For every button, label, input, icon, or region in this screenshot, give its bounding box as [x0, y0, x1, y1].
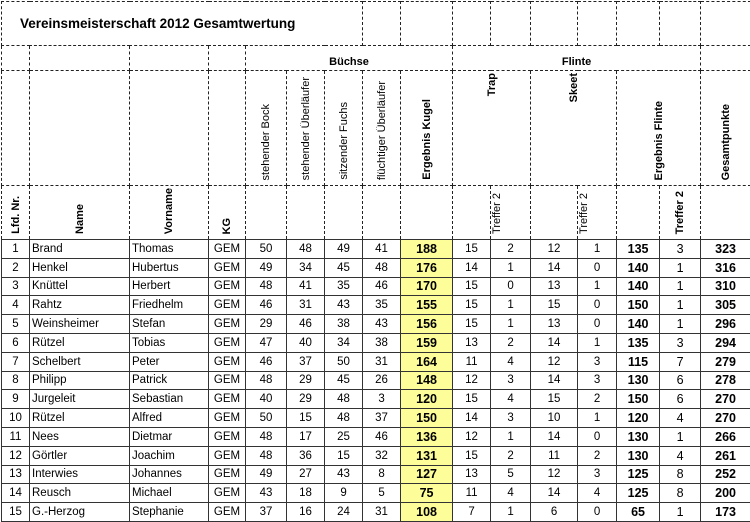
cell-stehender-bock: 48 — [246, 427, 287, 446]
cell-vorname: Patrick — [130, 371, 209, 390]
cell-trap: 15 — [453, 446, 491, 465]
cell-ergebnis-flinte: 135 — [617, 240, 660, 259]
cell-stehender-ueberlaeufer: 29 — [287, 390, 325, 409]
cell-stehender-ueberlaeufer: 40 — [287, 333, 325, 352]
cell-skeet: 12 — [531, 240, 578, 259]
cell-stehender-bock: 46 — [246, 352, 287, 371]
cell-ergebnis-flinte: 135 — [617, 333, 660, 352]
cell-flinte-treffer: 8 — [660, 484, 701, 503]
cell-vorname: Sebastian — [130, 390, 209, 409]
cell-gesamtpunkte: 266 — [701, 427, 750, 446]
cell-flinte-treffer: 4 — [660, 409, 701, 428]
cell-trap-treffer: 1 — [491, 503, 531, 522]
table-row — [2, 240, 750, 259]
cell-fluechtiger-ueberlaeufer: 48 — [363, 258, 401, 277]
cell-ergebnis-flinte: 120 — [617, 409, 660, 428]
cell-name: Henkel — [30, 258, 130, 277]
cell-flinte-treffer: 1 — [660, 315, 701, 334]
cell-vorname: Dietmar — [130, 427, 209, 446]
cell-sitzender-fuchs: 49 — [325, 240, 363, 259]
cell-name: Rützel — [30, 333, 130, 352]
cell-gesamtpunkte: 252 — [701, 465, 750, 484]
cell-kg: GEM — [209, 446, 246, 465]
table-row — [2, 296, 750, 315]
cell-ergebnis-kugel: 156 — [401, 315, 453, 334]
cell-fluechtiger-ueberlaeufer: 37 — [363, 409, 401, 428]
cell-ergebnis-flinte: 115 — [617, 352, 660, 371]
cell-ergebnis-kugel: 176 — [401, 258, 453, 277]
cell-skeet: 12 — [531, 352, 578, 371]
cell-vorname: Tobias — [130, 333, 209, 352]
cell-ergebnis-kugel: 75 — [401, 484, 453, 503]
cell-ergebnis-flinte: 140 — [617, 258, 660, 277]
cell-ergebnis-kugel: 148 — [401, 371, 453, 390]
cell-skeet-treffer: 2 — [578, 446, 617, 465]
cell-trap: 11 — [453, 352, 491, 371]
cell-name: G.-Herzog — [30, 503, 130, 522]
cell-trap: 15 — [453, 240, 491, 259]
cell-name: Interwies — [30, 465, 130, 484]
cell-skeet: 14 — [531, 484, 578, 503]
cell-lfd-nr: 15 — [2, 503, 30, 522]
cell-ergebnis-kugel: 164 — [401, 352, 453, 371]
cell-sitzender-fuchs: 48 — [325, 390, 363, 409]
cell-fluechtiger-ueberlaeufer: 41 — [363, 240, 401, 259]
cell-fluechtiger-ueberlaeufer: 31 — [363, 352, 401, 371]
cell-fluechtiger-ueberlaeufer: 31 — [363, 503, 401, 522]
cell-sitzender-fuchs: 35 — [325, 277, 363, 296]
cell-vorname: Herbert — [130, 277, 209, 296]
table-row — [2, 352, 750, 371]
cell-name: Rahtz — [30, 296, 130, 315]
results-table — [1, 1, 750, 522]
cell-stehender-bock: 47 — [246, 333, 287, 352]
cell-name: Schelbert — [30, 352, 130, 371]
cell-vorname: Thomas — [130, 240, 209, 259]
cell-name: Nees — [30, 427, 130, 446]
cell-sitzender-fuchs: 24 — [325, 503, 363, 522]
cell-ergebnis-flinte: 125 — [617, 484, 660, 503]
cell-skeet: 14 — [531, 333, 578, 352]
cell-kg: GEM — [209, 258, 246, 277]
cell-stehender-bock: 48 — [246, 446, 287, 465]
cell-vorname: Hubertus — [130, 258, 209, 277]
cell-lfd-nr: 2 — [2, 258, 30, 277]
header-kg: KG — [221, 217, 233, 234]
cell-gesamtpunkte: 278 — [701, 371, 750, 390]
cell-skeet: 6 — [531, 503, 578, 522]
cell-vorname: Alfred — [130, 409, 209, 428]
cell-fluechtiger-ueberlaeufer: 5 — [363, 484, 401, 503]
table-row — [2, 409, 750, 428]
header-trap: Trap — [485, 73, 498, 97]
cell-ergebnis-flinte: 150 — [617, 390, 660, 409]
cell-trap-treffer: 3 — [491, 409, 531, 428]
cell-skeet-treffer: 3 — [578, 371, 617, 390]
cell-stehender-bock: 37 — [246, 503, 287, 522]
cell-trap: 15 — [453, 296, 491, 315]
cell-name: Rützel — [30, 409, 130, 428]
cell-trap: 15 — [453, 315, 491, 334]
header-skeet-treffer: Treffer 2 — [578, 193, 591, 234]
cell-vorname: Michael — [130, 484, 209, 503]
cell-lfd-nr: 11 — [2, 427, 30, 446]
cell-stehender-bock: 49 — [246, 465, 287, 484]
cell-flinte-treffer: 3 — [660, 240, 701, 259]
cell-fluechtiger-ueberlaeufer: 3 — [363, 390, 401, 409]
cell-lfd-nr: 4 — [2, 296, 30, 315]
cell-trap-treffer: 1 — [491, 258, 531, 277]
cell-sitzender-fuchs: 43 — [325, 296, 363, 315]
cell-ergebnis-kugel: 108 — [401, 503, 453, 522]
table-header — [2, 2, 750, 240]
cell-trap-treffer: 2 — [491, 240, 531, 259]
cell-trap: 12 — [453, 371, 491, 390]
cell-flinte-treffer: 6 — [660, 371, 701, 390]
cell-flinte-treffer: 7 — [660, 352, 701, 371]
cell-stehender-bock: 48 — [246, 371, 287, 390]
cell-skeet: 13 — [531, 315, 578, 334]
header-sitzender-fuchs: sitzender Fuchs — [337, 102, 350, 180]
cell-sitzender-fuchs: 45 — [325, 258, 363, 277]
cell-stehender-ueberlaeufer: 17 — [287, 427, 325, 446]
cell-skeet-treffer: 2 — [578, 390, 617, 409]
cell-fluechtiger-ueberlaeufer: 32 — [363, 446, 401, 465]
cell-gesamtpunkte: 173 — [701, 503, 750, 522]
cell-lfd-nr: 3 — [2, 277, 30, 296]
cell-fluechtiger-ueberlaeufer: 8 — [363, 465, 401, 484]
cell-ergebnis-flinte: 65 — [617, 503, 660, 522]
cell-lfd-nr: 12 — [2, 446, 30, 465]
cell-lfd-nr: 5 — [2, 315, 30, 334]
page-title: Vereinsmeisterschaft 2012 Gesamtwertung — [2, 2, 363, 46]
cell-ergebnis-kugel: 131 — [401, 446, 453, 465]
header-stehender-bock: stehender Bock — [260, 103, 272, 180]
cell-stehender-bock: 29 — [246, 315, 287, 334]
cell-ergebnis-kugel: 170 — [401, 277, 453, 296]
cell-kg: GEM — [209, 390, 246, 409]
cell-stehender-ueberlaeufer: 27 — [287, 465, 325, 484]
cell-gesamtpunkte: 296 — [701, 315, 750, 334]
table-row — [2, 390, 750, 409]
cell-sitzender-fuchs: 34 — [325, 333, 363, 352]
cell-stehender-ueberlaeufer: 18 — [287, 484, 325, 503]
cell-kg: GEM — [209, 503, 246, 522]
cell-trap-treffer: 2 — [491, 446, 531, 465]
header-ergebnis-kugel: Ergebnis Kugel — [420, 99, 433, 180]
cell-stehender-ueberlaeufer: 36 — [287, 446, 325, 465]
cell-skeet-treffer: 0 — [578, 503, 617, 522]
header-lfd-nr: Lfd. Nr. — [9, 196, 22, 234]
cell-trap: 13 — [453, 465, 491, 484]
cell-ergebnis-kugel: 120 — [401, 390, 453, 409]
table-row — [2, 333, 750, 352]
cell-vorname: Stephanie — [130, 503, 209, 522]
header-skeet: Skeet — [567, 73, 580, 103]
cell-skeet-treffer: 0 — [578, 427, 617, 446]
cell-ergebnis-kugel: 155 — [401, 296, 453, 315]
cell-flinte-treffer: 1 — [660, 277, 701, 296]
cell-name: Brand — [30, 240, 130, 259]
cell-gesamtpunkte: 270 — [701, 390, 750, 409]
cell-stehender-ueberlaeufer: 15 — [287, 409, 325, 428]
cell-trap-treffer: 3 — [491, 371, 531, 390]
cell-trap-treffer: 1 — [491, 315, 531, 334]
cell-sitzender-fuchs: 25 — [325, 427, 363, 446]
table-row — [2, 465, 750, 484]
table-body — [2, 240, 750, 522]
cell-fluechtiger-ueberlaeufer: 46 — [363, 427, 401, 446]
group-buechse: Büchse — [246, 46, 453, 71]
cell-skeet: 14 — [531, 371, 578, 390]
cell-trap: 15 — [453, 390, 491, 409]
cell-ergebnis-kugel: 159 — [401, 333, 453, 352]
cell-ergebnis-kugel: 150 — [401, 409, 453, 428]
cell-flinte-treffer: 3 — [660, 333, 701, 352]
cell-ergebnis-flinte: 125 — [617, 465, 660, 484]
cell-vorname: Joachim — [130, 446, 209, 465]
cell-lfd-nr: 9 — [2, 390, 30, 409]
cell-kg: GEM — [209, 296, 246, 315]
cell-stehender-bock: 49 — [246, 258, 287, 277]
cell-kg: GEM — [209, 240, 246, 259]
cell-fluechtiger-ueberlaeufer: 35 — [363, 296, 401, 315]
cell-flinte-treffer: 1 — [660, 258, 701, 277]
cell-stehender-ueberlaeufer: 48 — [287, 240, 325, 259]
cell-name: Reusch — [30, 484, 130, 503]
cell-vorname: Stefan — [130, 315, 209, 334]
cell-skeet-treffer: 3 — [578, 465, 617, 484]
cell-skeet: 14 — [531, 258, 578, 277]
cell-sitzender-fuchs: 15 — [325, 446, 363, 465]
cell-lfd-nr: 1 — [2, 240, 30, 259]
cell-kg: GEM — [209, 277, 246, 296]
cell-ergebnis-flinte: 130 — [617, 427, 660, 446]
header-fluechtiger-ueberlaeufer: flüchtiger Überläufer — [375, 80, 388, 180]
header-name: Name — [73, 204, 86, 234]
table-row — [2, 315, 750, 334]
cell-gesamtpunkte: 279 — [701, 352, 750, 371]
cell-skeet-treffer: 1 — [578, 409, 617, 428]
cell-stehender-bock: 40 — [246, 390, 287, 409]
cell-name: Weinsheimer — [30, 315, 130, 334]
cell-stehender-bock: 43 — [246, 484, 287, 503]
cell-gesamtpunkte: 310 — [701, 277, 750, 296]
table-row — [2, 371, 750, 390]
cell-trap: 14 — [453, 409, 491, 428]
cell-gesamtpunkte: 261 — [701, 446, 750, 465]
cell-skeet-treffer: 4 — [578, 484, 617, 503]
cell-trap: 7 — [453, 503, 491, 522]
cell-kg: GEM — [209, 409, 246, 428]
cell-name: Görtler — [30, 446, 130, 465]
cell-name: Philipp — [30, 371, 130, 390]
cell-skeet: 13 — [531, 277, 578, 296]
cell-kg: GEM — [209, 352, 246, 371]
cell-flinte-treffer: 1 — [660, 427, 701, 446]
cell-trap-treffer: 4 — [491, 484, 531, 503]
cell-ergebnis-flinte: 140 — [617, 315, 660, 334]
cell-kg: GEM — [209, 427, 246, 446]
cell-sitzender-fuchs: 48 — [325, 409, 363, 428]
cell-trap-treffer: 2 — [491, 333, 531, 352]
cell-gesamtpunkte: 270 — [701, 409, 750, 428]
cell-ergebnis-kugel: 136 — [401, 427, 453, 446]
header-vorname: Vorname — [163, 187, 175, 234]
cell-sitzender-fuchs: 43 — [325, 465, 363, 484]
cell-sitzender-fuchs: 38 — [325, 315, 363, 334]
header-flinte-treffer: Treffer 2 — [674, 190, 687, 234]
cell-trap-treffer: 0 — [491, 277, 531, 296]
table-row — [2, 503, 750, 522]
cell-trap-treffer: 1 — [491, 296, 531, 315]
table-row — [2, 277, 750, 296]
cell-flinte-treffer: 1 — [660, 296, 701, 315]
cell-skeet-treffer: 1 — [578, 240, 617, 259]
cell-lfd-nr: 7 — [2, 352, 30, 371]
cell-skeet-treffer: 1 — [578, 277, 617, 296]
cell-gesamtpunkte: 200 — [701, 484, 750, 503]
cell-trap-treffer: 5 — [491, 465, 531, 484]
cell-stehender-bock: 46 — [246, 296, 287, 315]
cell-skeet-treffer: 0 — [578, 315, 617, 334]
header-trap-treffer: Treffer 2 — [491, 193, 504, 234]
cell-skeet: 11 — [531, 446, 578, 465]
table-row — [2, 427, 750, 446]
table-row — [2, 484, 750, 503]
cell-stehender-bock: 50 — [246, 240, 287, 259]
cell-flinte-treffer: 1 — [660, 503, 701, 522]
cell-gesamtpunkte: 294 — [701, 333, 750, 352]
cell-sitzender-fuchs: 45 — [325, 371, 363, 390]
cell-trap: 14 — [453, 258, 491, 277]
cell-stehender-ueberlaeufer: 16 — [287, 503, 325, 522]
cell-trap: 13 — [453, 333, 491, 352]
cell-skeet: 15 — [531, 296, 578, 315]
cell-skeet-treffer: 0 — [578, 258, 617, 277]
cell-ergebnis-flinte: 140 — [617, 277, 660, 296]
header-ergebnis-flinte: Ergebnis Flinte — [652, 100, 665, 180]
cell-sitzender-fuchs: 50 — [325, 352, 363, 371]
table-row — [2, 258, 750, 277]
table-row — [2, 446, 750, 465]
cell-flinte-treffer: 6 — [660, 390, 701, 409]
cell-fluechtiger-ueberlaeufer: 46 — [363, 277, 401, 296]
cell-stehender-ueberlaeufer: 29 — [287, 371, 325, 390]
header-gesamtpunkte: Gesamtpunkte — [719, 103, 732, 180]
cell-stehender-ueberlaeufer: 46 — [287, 315, 325, 334]
header-stehender-ueberlaeufer: stehender Überläufer — [299, 76, 312, 180]
cell-ergebnis-flinte: 150 — [617, 296, 660, 315]
cell-ergebnis-kugel: 188 — [401, 240, 453, 259]
cell-kg: GEM — [209, 484, 246, 503]
cell-vorname: Johannes — [130, 465, 209, 484]
cell-ergebnis-flinte: 130 — [617, 446, 660, 465]
cell-kg: GEM — [209, 371, 246, 390]
cell-trap-treffer: 1 — [491, 427, 531, 446]
cell-stehender-ueberlaeufer: 41 — [287, 277, 325, 296]
cell-gesamtpunkte: 323 — [701, 240, 750, 259]
cell-kg: GEM — [209, 315, 246, 334]
cell-lfd-nr: 6 — [2, 333, 30, 352]
cell-fluechtiger-ueberlaeufer: 38 — [363, 333, 401, 352]
cell-gesamtpunkte: 305 — [701, 296, 750, 315]
cell-ergebnis-kugel: 127 — [401, 465, 453, 484]
cell-ergebnis-flinte: 130 — [617, 371, 660, 390]
cell-skeet-treffer: 3 — [578, 352, 617, 371]
cell-trap: 12 — [453, 427, 491, 446]
cell-stehender-ueberlaeufer: 37 — [287, 352, 325, 371]
cell-trap-treffer: 4 — [491, 352, 531, 371]
cell-flinte-treffer: 4 — [660, 446, 701, 465]
cell-flinte-treffer: 8 — [660, 465, 701, 484]
cell-fluechtiger-ueberlaeufer: 43 — [363, 315, 401, 334]
cell-stehender-ueberlaeufer: 34 — [287, 258, 325, 277]
cell-fluechtiger-ueberlaeufer: 26 — [363, 371, 401, 390]
cell-stehender-bock: 48 — [246, 277, 287, 296]
cell-skeet-treffer: 0 — [578, 296, 617, 315]
group-flinte: Flinte — [453, 46, 701, 71]
cell-gesamtpunkte: 316 — [701, 258, 750, 277]
cell-vorname: Friedhelm — [130, 296, 209, 315]
cell-skeet: 14 — [531, 427, 578, 446]
cell-lfd-nr: 8 — [2, 371, 30, 390]
cell-lfd-nr: 13 — [2, 465, 30, 484]
cell-skeet: 12 — [531, 465, 578, 484]
cell-trap: 15 — [453, 277, 491, 296]
cell-sitzender-fuchs: 9 — [325, 484, 363, 503]
cell-trap-treffer: 4 — [491, 390, 531, 409]
cell-kg: GEM — [209, 465, 246, 484]
cell-lfd-nr: 14 — [2, 484, 30, 503]
cell-kg: GEM — [209, 333, 246, 352]
cell-trap: 11 — [453, 484, 491, 503]
cell-stehender-ueberlaeufer: 31 — [287, 296, 325, 315]
cell-lfd-nr: 10 — [2, 409, 30, 428]
cell-skeet-treffer: 1 — [578, 333, 617, 352]
cell-name: Knüttel — [30, 277, 130, 296]
cell-skeet: 15 — [531, 390, 578, 409]
cell-name: Jurgeleit — [30, 390, 130, 409]
cell-skeet: 10 — [531, 409, 578, 428]
cell-vorname: Peter — [130, 352, 209, 371]
cell-stehender-bock: 50 — [246, 409, 287, 428]
